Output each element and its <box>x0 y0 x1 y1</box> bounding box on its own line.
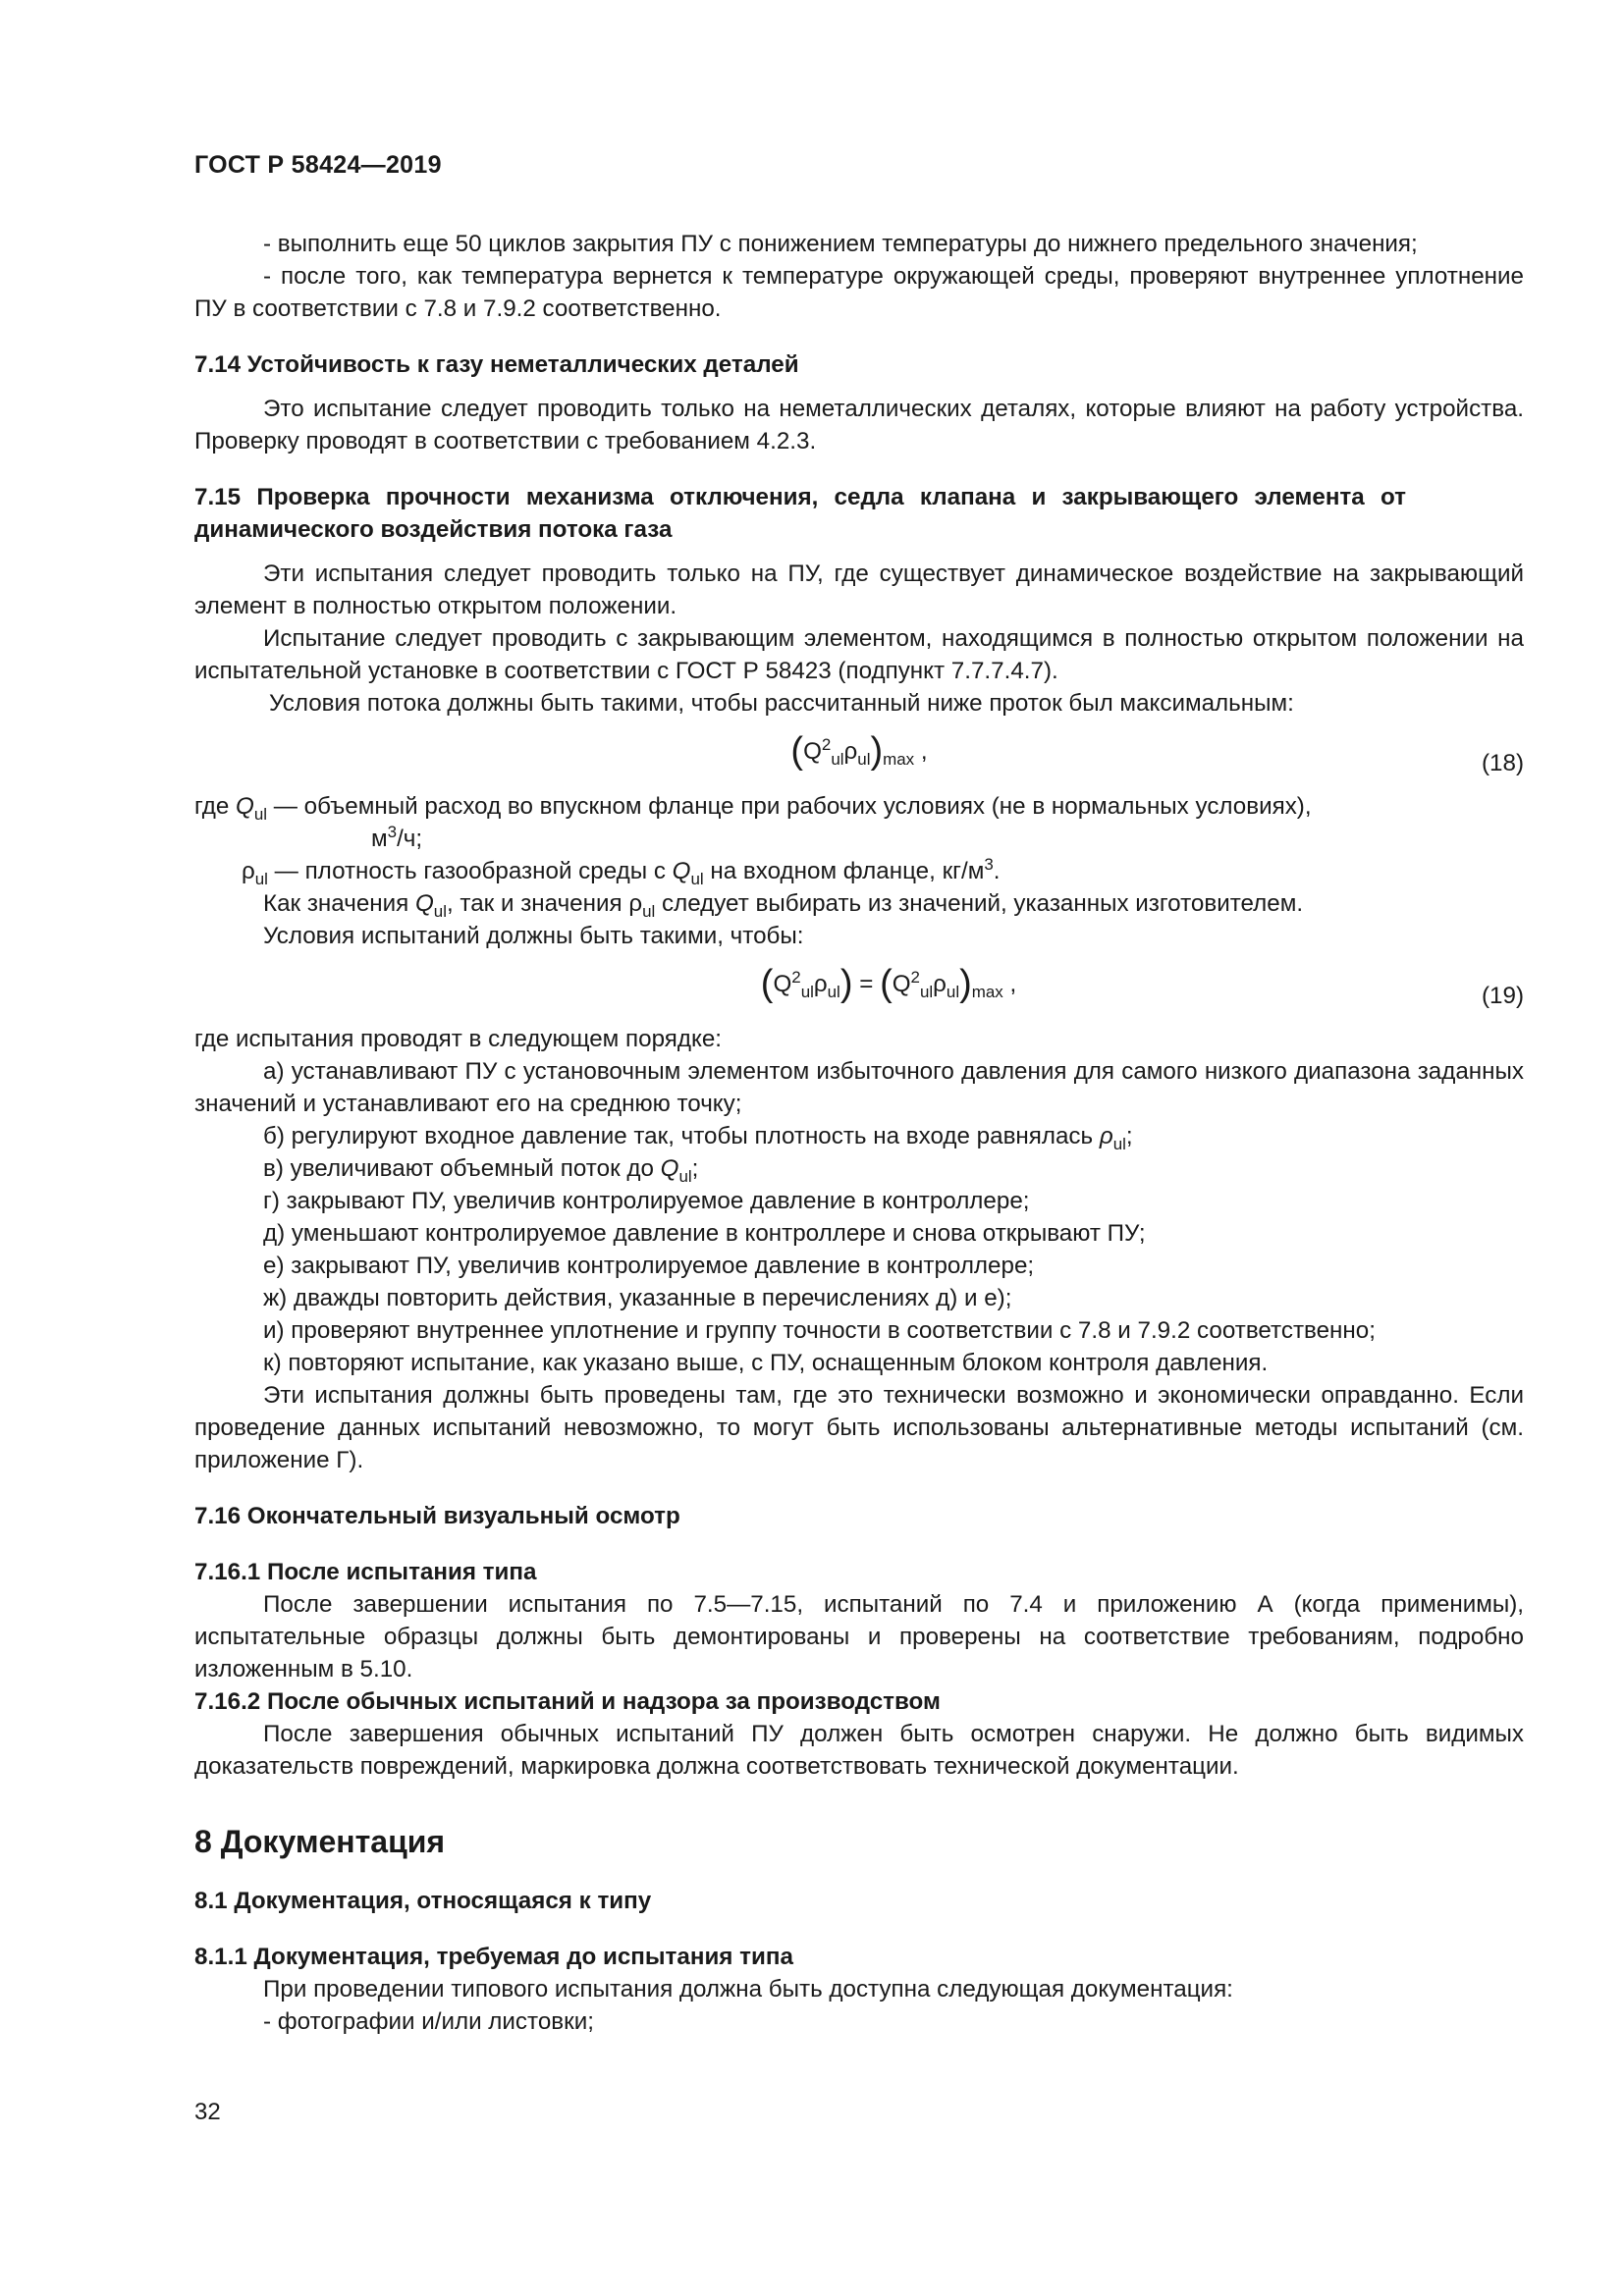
paragraph: Эти испытания должны быть проведены там, где это технически возможно и экономически оправданно. Если проведение данных испытаний невозможно, то могут быть использованы альтернативные методы испытаний (см. приложение Г). <box>194 1382 1524 1473</box>
list-item: б) регулируют входное давление так, чтобы плотность на входе равнялась $\rho_{ul}$; <box>263 1123 1133 1153</box>
list-item: а) устанавливают ПУ с установочным элементом избыточного давления для самого низкого диапазона заданных значений и устанавливают его на среднюю точку; <box>194 1058 1524 1117</box>
formula-18 <box>194 725 1524 790</box>
paragraph: - фотографии и/или листовки; <box>263 2008 594 2035</box>
list-item: д) уменьшают контролируемое давление в контроллере и снова открывают ПУ; <box>263 1220 1146 1247</box>
section-heading-8-1-1: 8.1.1 Документация, требуемая до испытания типа <box>194 1944 793 1970</box>
section-heading-7-16-2: 7.16.2 После обычных испытаний и надзора за производством <box>194 1688 941 1715</box>
paragraph: После завершении испытания по 7.5—7.15, испытаний по 7.4 и приложению А (когда применимы), испытательные образцы должны быть демонтированы и проверены на соответствие требованиям, подробно изложенным в 5.10. <box>194 1591 1524 1682</box>
paragraph: Как значения $Q_{ul}$, так и значения $\rho_{ul}$ следует выбирать из значений, указанных изготовителем. <box>263 890 1304 921</box>
where-clause: где $Q_{ul}$ — объемный расход во впускном фланце при рабочих условиях (не в нормальных условиях), <box>194 793 1312 824</box>
formula-number: (18) <box>1481 750 1524 776</box>
paragraph: - выполнить еще 50 циклов закрытия ПУ с понижением температуры до нижнего предельного значения; <box>263 231 1418 257</box>
section-heading-7-14: 7.14 Устойчивость к газу неметаллических деталей <box>194 351 799 378</box>
formula-number: (19) <box>1481 983 1524 1009</box>
formula-expression: $(Q^2_{ul}\rho_{ul}) = (Q^2_{ul}\rho_{ul})_{max}$ , <box>760 963 1017 1004</box>
section-heading-7-16: 7.16 Окончательный визуальный осмотр <box>194 1503 680 1529</box>
page-number: 32 <box>194 2099 221 2125</box>
list-item: ж) дважды повторить действия, указанные в перечислениях д) и е); <box>263 1285 1012 1311</box>
document-body <box>194 228 1524 2038</box>
paragraph: - после того, как температура вернется к температуре окружающей среды, проверяют внутреннее уплотнение ПУ в соответствии с 7.8 и 7.9.2 соответственно. <box>194 263 1524 322</box>
section-heading-8-1: 8.1 Документация, относящаяся к типу <box>194 1888 652 1914</box>
list-item: и) проверяют внутреннее уплотнение и группу точности в соответствии с 7.8 и 7.9.2 соответственно; <box>263 1317 1376 1344</box>
document-header: ГОСТ Р 58424—2019 <box>194 151 442 179</box>
list-item: в) увеличивают объемный поток до $Q_{ul}$; <box>263 1155 699 1186</box>
formula-19 <box>194 958 1524 1023</box>
paragraph: Это испытание следует проводить только на неметаллических деталях, которые влияют на работу устройства. Проверку проводят в соответствии с требованием 4.2.3. <box>194 396 1524 454</box>
list-item: г) закрывают ПУ, увеличив контролируемое давление в контроллере; <box>263 1188 1030 1214</box>
section-heading-8: 8 Документация <box>194 1824 446 1859</box>
paragraph: Условия испытаний должны быть такими, чтобы: <box>263 923 804 949</box>
paragraph: После завершения обычных испытаний ПУ должен быть осмотрен снаружи. Не должно быть видимых доказательств повреждений, маркировка должна соответствовать технической документации. <box>194 1721 1524 1780</box>
where-clause-unit: $м^3/ч$; <box>371 822 423 852</box>
section-heading-7-15: 7.15 Проверка прочности механизма отключения, седла клапана и закрывающего элемента от динамического воздействия потока газа <box>194 484 1406 543</box>
paragraph: где испытания проводят в следующем порядке: <box>194 1026 723 1052</box>
paragraph: Условия потока должны быть такими, чтобы рассчитанный ниже проток был максимальным: <box>269 690 1294 717</box>
section-heading-7-16-1: 7.16.1 После испытания типа <box>194 1559 537 1585</box>
formula-expression: $(Q^2_{ul}\rho_{ul})_{max}$ , <box>790 730 928 772</box>
list-item: к) повторяют испытание, как указано выше, с ПУ, оснащенным блоком контроля давления. <box>263 1350 1269 1376</box>
paragraph: Испытание следует проводить с закрывающим элементом, находящимся в полностью открытом положении на испытательной установке в соответствии с ГОСТ Р 58423 (подпункт 7.7.7.4.7). <box>194 625 1524 684</box>
paragraph: Эти испытания следует проводить только на ПУ, где существует динамическое воздействие на закрывающий элемент в полностью открытом положении. <box>194 561 1524 619</box>
paragraph: При проведении типового испытания должна быть доступна следующая документация: <box>263 1976 1233 2002</box>
where-clause: $\rho_{ul}$ — плотность газообразной среды с $Q_{ul}$ на входном фланце, $кг/м^3$. <box>242 854 1001 888</box>
list-item: е) закрывают ПУ, увеличив контролируемое давление в контроллере; <box>263 1253 1035 1279</box>
